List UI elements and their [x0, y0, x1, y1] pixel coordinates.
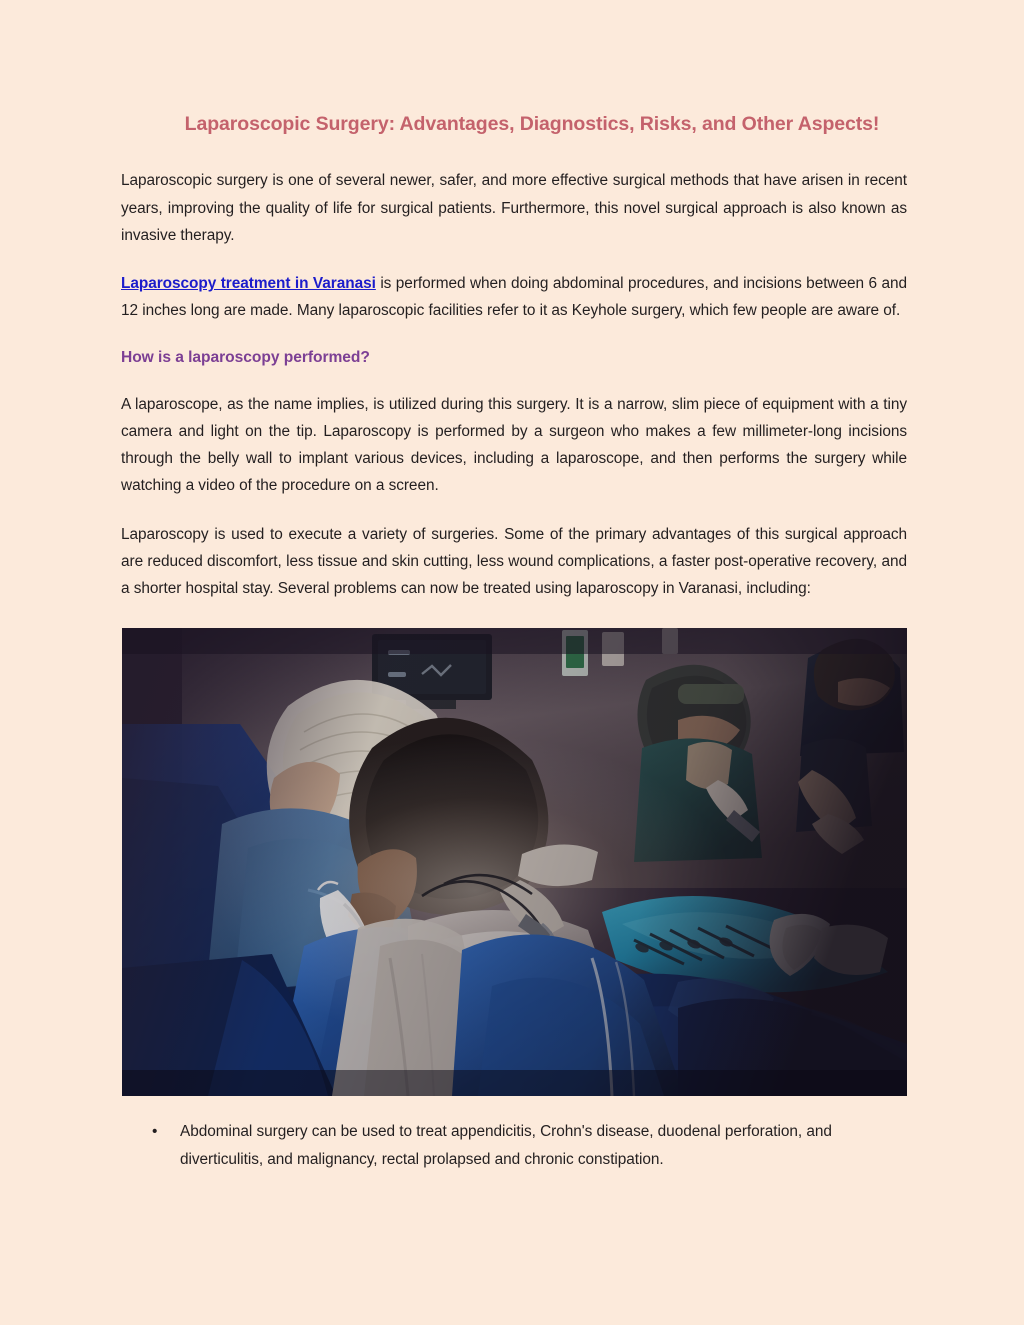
surgery-photo — [122, 628, 907, 1096]
paragraph-intro: Laparoscopic surgery is one of several newer, safer, and more effective surgical methods that have arisen in recent years, improving the quality of life for surgical patients. Furthermore, this novel surgical approach is also known as invasive therapy. — [121, 172, 907, 244]
paragraph-link — [121, 270, 907, 325]
paragraph-link-rest: is performed when doing abdominal procedures, and incisions between 6 and 12 inches long are made. Many laparoscopic facilities refer to it as Keyhole surgery, which few people are aware of. — [121, 275, 907, 320]
list-item — [121, 1118, 907, 1173]
paragraph-advantages: Laparoscopy is used to execute a variety of surgeries. Some of the primary advantages of this surgical approach are reduced discomfort, less tissue and skin cutting, less wound complications, a faster post-operative recovery, and a shorter hospital stay. Several problems can now be treated using laparoscopy in Varanasi, including: — [121, 525, 907, 598]
section-heading-how-performed: How is a laparoscopy performed? — [121, 348, 370, 366]
conditions-list — [121, 1118, 907, 1173]
paragraph-laparoscope-description: A laparoscope, as the name implies, is utilized during this surgery. It is a narrow, slim piece of equipment with a tiny camera and light on the tip. Laparoscopy is performed by a surgeon who makes a few millimeter-long incisions through the belly wall to implant various devices, including a laparoscope, and then performs the surgery while watching a video of the procedure on a screen. — [121, 395, 907, 495]
laparoscopy-varanasi-link[interactable]: Laparoscopy treatment in Varanasi — [121, 275, 376, 293]
bullet-marker: • — [152, 1123, 158, 1141]
page-title: Laparoscopic Surgery: Advantages, Diagnostics, Risks, and Other Aspects! — [184, 113, 880, 135]
list-item-text: Abdominal surgery can be used to treat appendicitis, Crohn's disease, duodenal perforation, and diverticulitis, and malignancy, rectal prolapsed and chronic constipation. — [180, 1123, 832, 1168]
surgery-photo-illustration — [122, 628, 907, 1096]
article-content — [121, 112, 907, 1173]
